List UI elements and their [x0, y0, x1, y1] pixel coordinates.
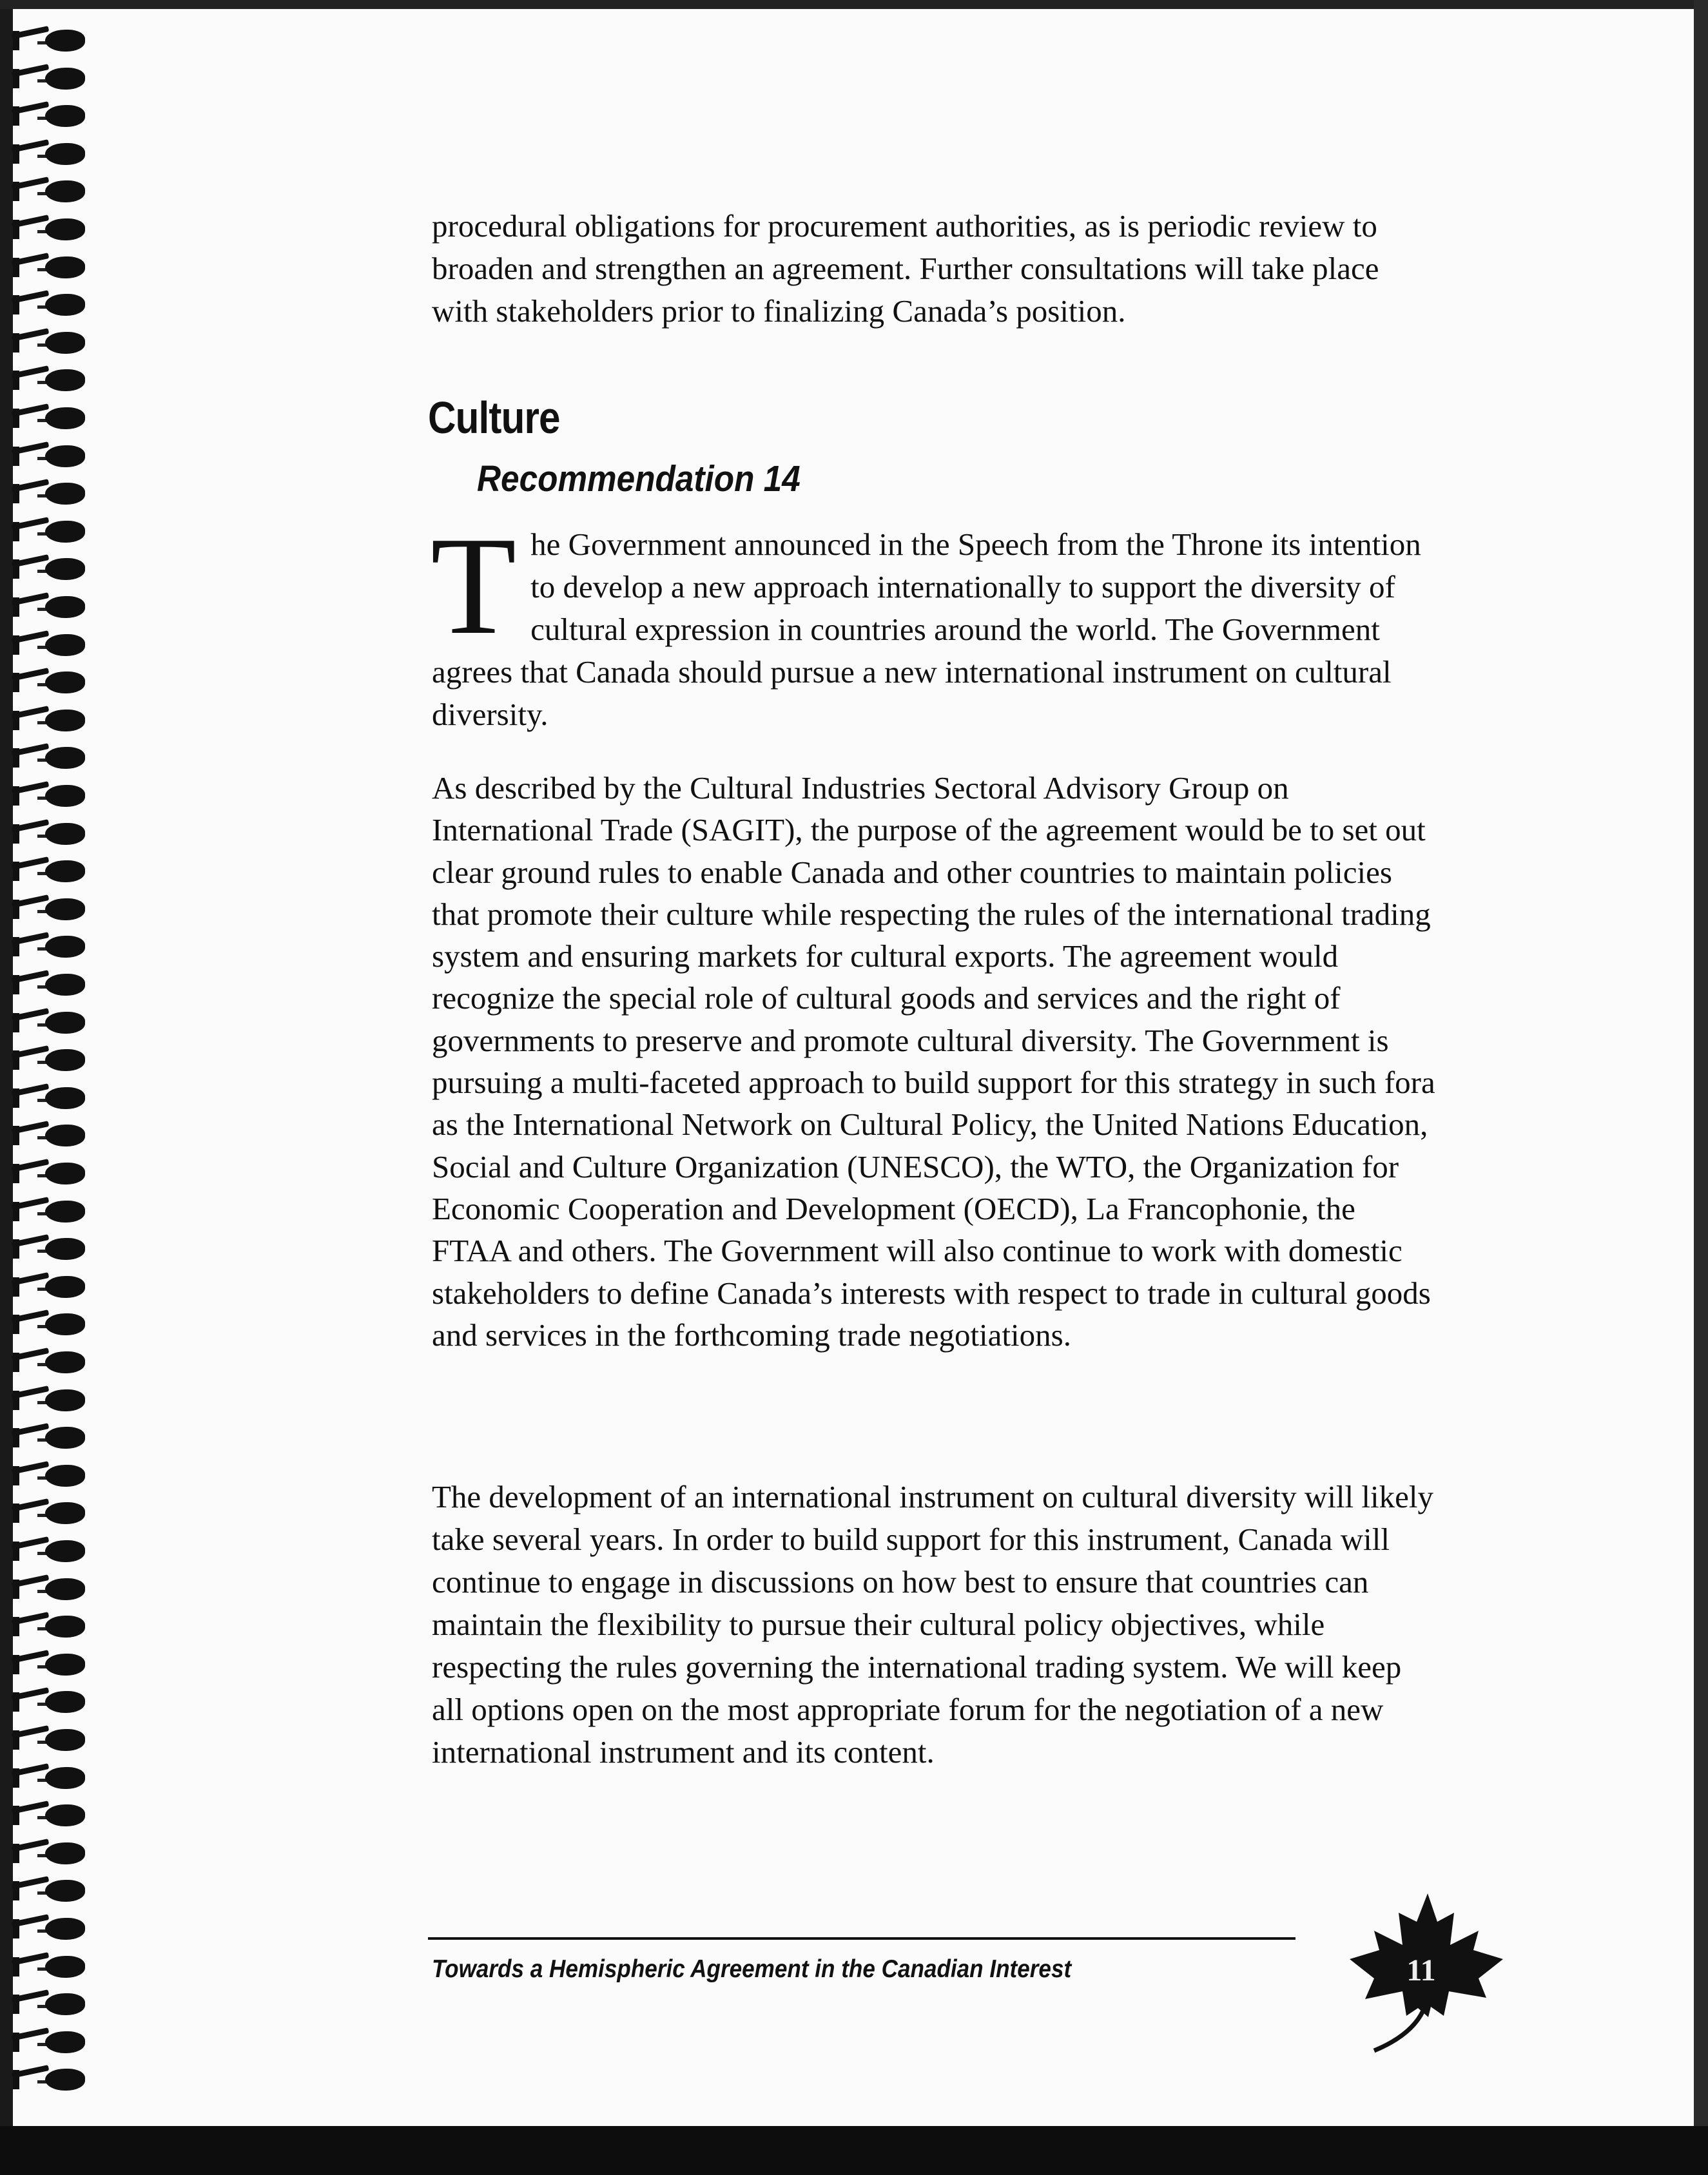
binding-coil	[9, 1159, 85, 1187]
binding-coil	[9, 1498, 85, 1527]
body-paragraph-3: The development of an international instrument on cultural diversity will likely take several years. In order to build support for this instrument, Canada will continue to engage in discussions on how best to ensure that countries can maintain the flexibility to pursue their cultural policy objectives, while respecting the rules governing the international trading system. We will keep all options open on the most appropriate forum for the negotiation of a new international instrument and its content.	[432, 1479, 1434, 1770]
scan-top-edge	[0, 0, 1708, 9]
binding-coil	[9, 403, 85, 432]
binding-coil	[9, 970, 85, 998]
intro-paragraph: procedural obligations for procurement authorities, as is periodic review to broaden and strengthen an agreement. Further consultations will take place with stakeholders prior to finalizing Canada’s position.	[432, 208, 1379, 329]
binding-coil	[9, 1310, 85, 1338]
binding-coil	[9, 1461, 85, 1489]
recommendation-title: Recommendation 14	[477, 458, 801, 499]
binding-coil	[9, 1989, 85, 2018]
binding-coil	[9, 1801, 85, 1829]
binding-coil	[9, 215, 85, 243]
recommendation-paragraph	[431, 508, 1437, 736]
binding-coil	[9, 290, 85, 318]
binding-coil	[9, 1045, 85, 1074]
binding-coil	[9, 1536, 85, 1565]
binding-coil	[9, 554, 85, 583]
binding-coil	[9, 1348, 85, 1376]
binding-coil	[9, 1083, 85, 1112]
binding-coil	[9, 1008, 85, 1036]
binding-coil	[9, 781, 85, 809]
binding-coil	[9, 328, 85, 356]
binding-coil	[9, 253, 85, 281]
binding-coil	[9, 1234, 85, 1262]
binding-coil	[9, 177, 85, 205]
body-paragraph-2: As described by the Cultural Industries Sectoral Advisory Group on International Trade (SAGIT), the purpose of the agreement would be to set out clear ground rules to enable Canada and other countries to maintain policies that promote their culture while respecting the rules of the international trading system and ensuring markets for cultural exports. The agreement would recognize the special role of cultural goods and services and the right of governments to preserve and promote cultural diversity. The Government is pursuing a multi-faceted approach to build support for this strategy in such fora as the International Network on Cultural Policy, the United Nations Education, Social and Culture Organization (UNESCO), the WTO, the Organization for Economic Cooperation and Development (OECD), La Francophonie, the FTAA and others. The Government will also continue to work with domestic stakeholders to define Canada’s interests with respect to trade in cultural goods and services in the forthcoming trade negotiations.	[432, 770, 1435, 1353]
binding-coil	[9, 1725, 85, 1754]
binding-coil	[9, 2065, 85, 2093]
recommendation-text: he Government announced in the Speech from the Throne its intention to develop a new approach internationally to support the diversity of cultural expression in countries around the world. The Government agrees that Canada should pursue a new international instrument on cultural diversity.	[432, 527, 1421, 732]
binding-coil	[9, 26, 85, 54]
drop-cap: T	[431, 508, 517, 664]
binding-coil	[9, 706, 85, 734]
binding-coil	[9, 517, 85, 545]
binding-coil	[9, 1650, 85, 1678]
binding-coil	[9, 479, 85, 507]
binding-coil	[9, 819, 85, 847]
binding-coil	[9, 1687, 85, 1716]
scan-right-edge	[1694, 0, 1708, 2175]
section-title: Culture	[428, 392, 560, 443]
binding-coil	[9, 1839, 85, 1867]
spiral-binding-icon	[0, 26, 97, 2127]
binding-coil	[9, 101, 85, 130]
binding-coil	[9, 1952, 85, 1980]
binding-coil	[9, 441, 85, 470]
binding-coil	[9, 743, 85, 771]
footer-title: Towards a Hemispheric Agreement in the Canadian Interest	[432, 1955, 1072, 1983]
binding-coil	[9, 2027, 85, 2056]
binding-coil	[9, 856, 85, 885]
binding-coil	[9, 1423, 85, 1451]
binding-coil	[9, 1121, 85, 1149]
binding-coil	[9, 1612, 85, 1640]
binding-coil	[9, 1763, 85, 1792]
binding-coil	[9, 668, 85, 696]
binding-coil	[9, 1876, 85, 1904]
binding-coil	[9, 592, 85, 621]
binding-coil	[9, 1197, 85, 1225]
binding-coil	[9, 630, 85, 659]
binding-coil	[9, 139, 85, 168]
binding-coil	[9, 1386, 85, 1414]
scan-bottom-edge	[0, 2126, 1708, 2175]
binding-coil	[9, 1272, 85, 1300]
binding-coil	[9, 932, 85, 960]
page-number: 11	[1406, 1953, 1436, 1987]
binding-coil	[9, 64, 85, 92]
binding-coil	[9, 365, 85, 394]
binding-coil	[9, 894, 85, 923]
binding-coil	[9, 1914, 85, 1942]
footer-rule	[428, 1937, 1296, 1940]
binding-coil	[9, 1574, 85, 1603]
